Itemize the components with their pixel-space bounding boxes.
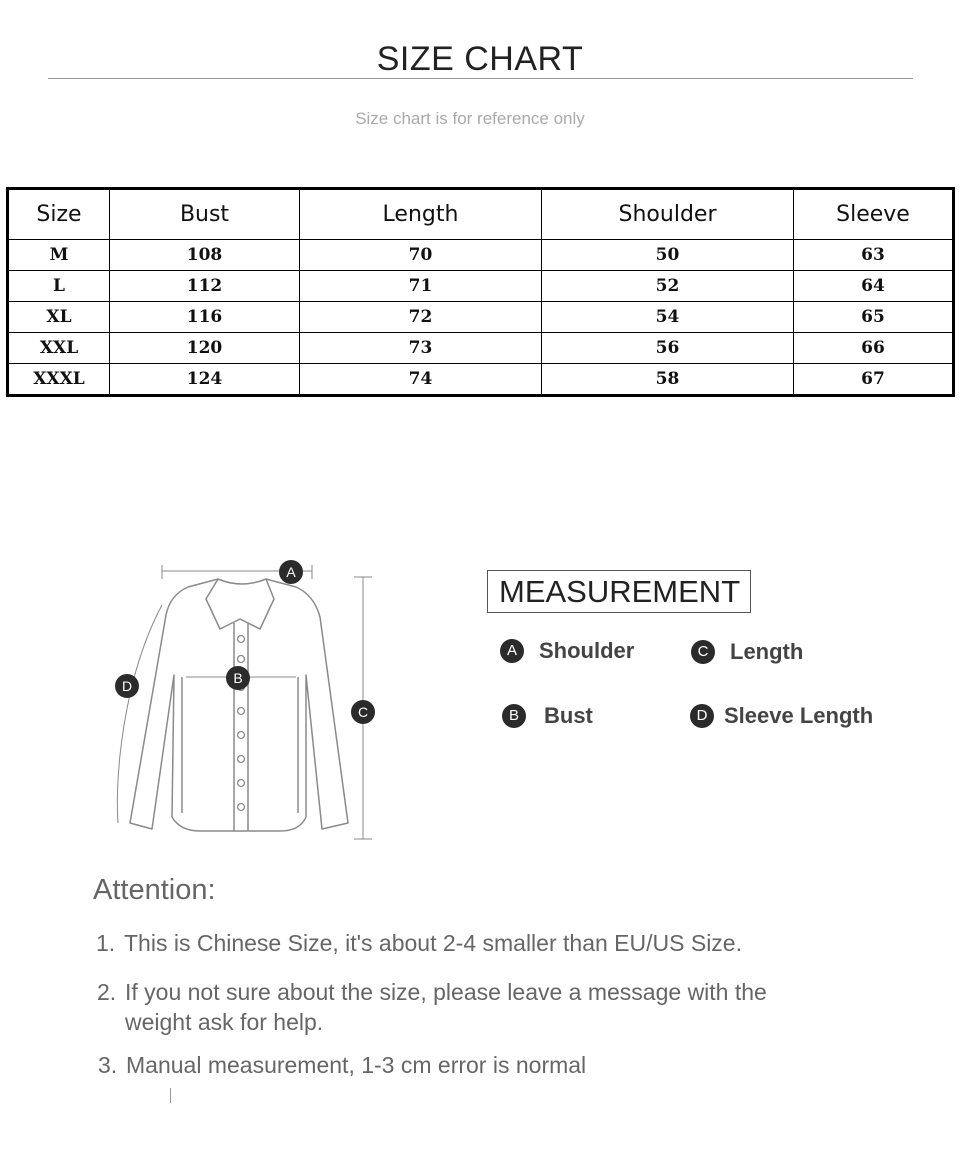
cell-length: 71 — [300, 271, 542, 302]
column-header-sleeve: Sleeve — [794, 189, 954, 240]
title-divider — [48, 78, 913, 79]
table-header-row — [8, 189, 954, 240]
svg-text:B: B — [233, 670, 243, 686]
cell-size: M — [8, 240, 110, 271]
shirt-outline-icon — [130, 579, 348, 831]
table-row — [8, 271, 954, 302]
cell-bust: 112 — [110, 271, 300, 302]
cell-bust: 124 — [110, 364, 300, 396]
cell-shoulder: 52 — [542, 271, 794, 302]
note-text: This is Chinese Size, it's about 2-4 smaller than EU/US Size. — [124, 930, 742, 956]
marker-d — [115, 674, 139, 698]
column-header-shoulder: Shoulder — [542, 189, 794, 240]
note-text-continued: weight ask for help. — [125, 1009, 324, 1035]
cell-shoulder: 50 — [542, 240, 794, 271]
cell-length: 73 — [300, 333, 542, 364]
cell-size: XXXL — [8, 364, 110, 396]
cell-sleeve: 63 — [794, 240, 954, 271]
cell-shoulder: 56 — [542, 333, 794, 364]
shirt-diagram — [100, 555, 390, 850]
legend-label: Bust — [544, 703, 593, 728]
cell-shoulder: 54 — [542, 302, 794, 333]
note-text: Manual measurement, 1-3 cm error is normal — [126, 1052, 587, 1078]
cell-bust: 116 — [110, 302, 300, 333]
decorative-tick — [170, 1088, 171, 1103]
cell-shoulder: 58 — [542, 364, 794, 396]
note-number: 3. — [98, 1052, 118, 1078]
marker-a — [279, 560, 303, 584]
marker-c-icon: C — [691, 640, 715, 664]
cell-sleeve: 67 — [794, 364, 954, 396]
cell-length: 72 — [300, 302, 542, 333]
cell-bust: 120 — [110, 333, 300, 364]
svg-text:D: D — [121, 678, 133, 694]
svg-text:C: C — [357, 704, 369, 720]
cell-size: XL — [8, 302, 110, 333]
cell-length: 70 — [300, 240, 542, 271]
cell-length: 74 — [300, 364, 542, 396]
table-row — [8, 302, 954, 333]
table-row — [8, 240, 954, 271]
column-header-length: Length — [300, 189, 542, 240]
cell-bust: 108 — [110, 240, 300, 271]
attention-note-3 — [98, 1050, 586, 1080]
legend-label: Sleeve Length — [724, 703, 874, 728]
column-header-size: Size — [8, 189, 110, 240]
cell-size: XXL — [8, 333, 110, 364]
size-table — [6, 187, 955, 397]
legend-bust — [502, 703, 593, 729]
cell-sleeve: 64 — [794, 271, 954, 302]
legend-shoulder — [500, 638, 634, 664]
legend-label: Shoulder — [539, 638, 635, 663]
marker-d-icon: D — [690, 704, 714, 728]
marker-b-icon: B — [502, 704, 526, 728]
legend-length — [691, 639, 803, 665]
page-title: SIZE CHART — [376, 40, 584, 78]
legend-sleeve-length — [690, 703, 873, 729]
column-header-bust: Bust — [110, 189, 300, 240]
note-text: If you not sure about the size, please leave a message with the — [125, 979, 767, 1005]
measurement-title: MEASUREMENT — [487, 570, 751, 613]
note-number: 2. — [97, 979, 117, 1005]
table-row — [8, 333, 954, 364]
marker-a-icon: A — [500, 639, 524, 663]
note-number: 1. — [96, 930, 116, 956]
table-row — [8, 364, 954, 396]
marker-b — [226, 666, 250, 690]
attention-note-1 — [96, 928, 742, 958]
attention-heading: Attention: — [93, 874, 216, 906]
attention-note-2 — [97, 977, 767, 1037]
marker-c — [351, 700, 375, 724]
legend-label: Length — [730, 639, 804, 664]
cell-sleeve: 65 — [794, 302, 954, 333]
cell-sleeve: 66 — [794, 333, 954, 364]
cell-size: L — [8, 271, 110, 302]
svg-text:A: A — [286, 564, 296, 580]
page-subtitle: Size chart is for reference only — [355, 109, 585, 128]
